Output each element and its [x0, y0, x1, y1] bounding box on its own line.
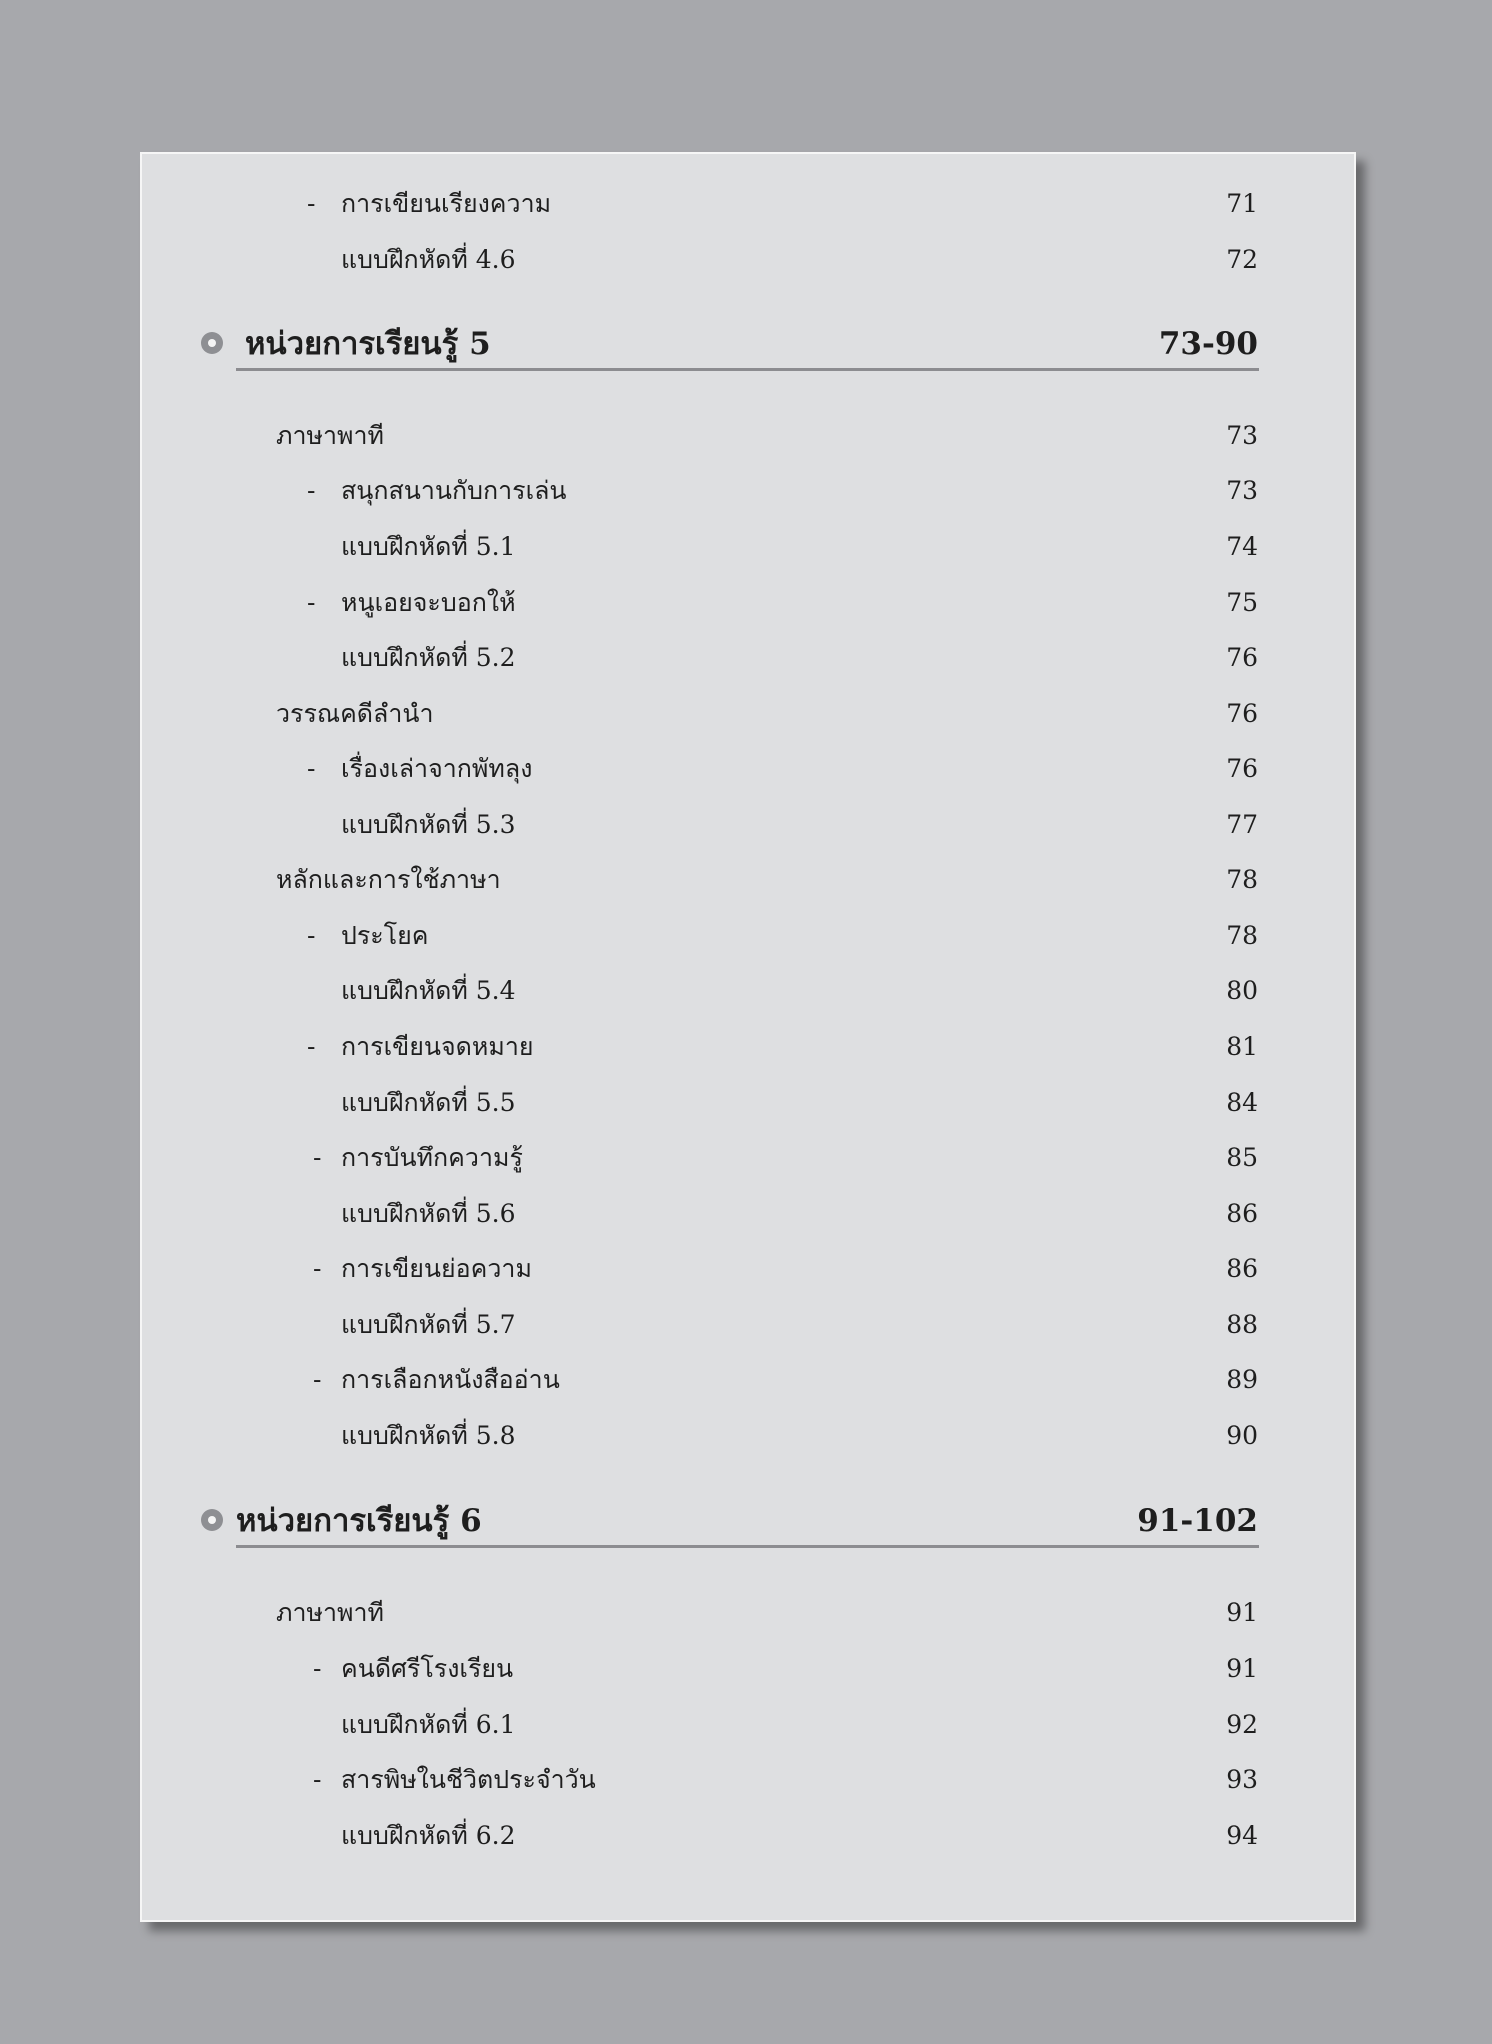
- entry-title: แบบฝึกหัดที่ 5.6: [341, 1199, 516, 1228]
- entry-page-number: 75: [1226, 588, 1258, 617]
- entry-page-number: 72: [1226, 245, 1258, 274]
- entry-page-number: 91: [1226, 1654, 1258, 1683]
- toc-entry: [142, 523, 1354, 571]
- entry-dash: -: [307, 588, 316, 617]
- entry-page-number: 76: [1226, 754, 1258, 783]
- unit-page-range: 73-90: [1158, 326, 1258, 362]
- bullet-circle-icon: [201, 332, 223, 354]
- table-of-contents: [142, 154, 1354, 1920]
- toc-entry: [142, 1812, 1354, 1860]
- entry-title: แบบฝึกหัดที่ 5.7: [341, 1310, 516, 1339]
- unit-title: หน่วยการเรียนรู้ 6: [236, 1503, 482, 1539]
- entry-page-number: 77: [1226, 810, 1258, 839]
- unit-underline: [236, 368, 1259, 371]
- bullet-circle-icon: [201, 1509, 223, 1531]
- entry-title: ภาษาพาที: [276, 1598, 385, 1627]
- toc-entry: [142, 1412, 1354, 1460]
- toc-entry: [142, 579, 1354, 627]
- toc-entry: [142, 1756, 1354, 1804]
- entry-page-number: 81: [1226, 1032, 1258, 1061]
- entry-page-number: 93: [1226, 1765, 1258, 1794]
- entry-title: การเขียนย่อความ: [341, 1254, 532, 1283]
- entry-title: ภาษาพาที: [276, 421, 385, 450]
- entry-title: แบบฝึกหัดที่ 5.8: [341, 1421, 516, 1450]
- toc-entry: [142, 1645, 1354, 1693]
- entry-title: แบบฝึกหัดที่ 5.4: [341, 976, 516, 1005]
- entry-title: แบบฝึกหัดที่ 5.1: [341, 532, 516, 561]
- toc-entry: [142, 967, 1354, 1015]
- entry-dash: -: [313, 1365, 322, 1394]
- unit-page-range: 91-102: [1137, 1503, 1258, 1539]
- entry-page-number: 92: [1226, 1710, 1258, 1739]
- toc-entry: [142, 1356, 1354, 1404]
- entry-page-number: 73: [1226, 421, 1258, 450]
- entry-page-number: 74: [1226, 532, 1258, 561]
- toc-entry: [142, 856, 1354, 904]
- toc-entry: [142, 912, 1354, 960]
- unit-underline: [236, 1545, 1259, 1548]
- toc-entry: [142, 412, 1354, 460]
- entry-page-number: 73: [1226, 476, 1258, 505]
- entry-title: สารพิษในชีวิตประจำวัน: [341, 1765, 596, 1794]
- entry-title: แบบฝึกหัดที่ 6.2: [341, 1821, 516, 1850]
- entry-page-number: 78: [1226, 865, 1258, 894]
- unit-title: หน่วยการเรียนรู้ 5: [245, 326, 491, 362]
- toc-entry: [142, 1134, 1354, 1182]
- unit-heading-6: [142, 1491, 1354, 1551]
- entry-dash: -: [307, 476, 316, 505]
- entry-title: การเขียนจดหมาย: [341, 1032, 534, 1061]
- entry-title: สนุกสนานกับการเล่น: [341, 476, 567, 505]
- entry-title: ประโยค: [341, 921, 429, 950]
- toc-entry: [142, 1245, 1354, 1293]
- toc-entry: [142, 1589, 1354, 1637]
- entry-dash: -: [307, 921, 316, 950]
- toc-entry: [142, 1023, 1354, 1071]
- toc-entry: [142, 634, 1354, 682]
- entry-title: แบบฝึกหัดที่ 5.5: [341, 1088, 516, 1117]
- entry-page-number: 86: [1226, 1199, 1258, 1228]
- toc-entry: [142, 1190, 1354, 1238]
- entry-page-number: 94: [1226, 1821, 1258, 1850]
- entry-title: เรื่องเล่าจากพัทลุง: [341, 754, 533, 783]
- toc-entry: [142, 1301, 1354, 1349]
- entry-title: หลักและการใช้ภาษา: [276, 865, 501, 894]
- entry-page-number: 85: [1226, 1143, 1258, 1172]
- entry-title: คนดีศรีโรงเรียน: [341, 1654, 514, 1683]
- entry-title: การบันทึกความรู้: [341, 1143, 523, 1172]
- entry-page-number: 71: [1226, 189, 1258, 218]
- entry-dash: -: [313, 1143, 322, 1172]
- entry-title: แบบฝึกหัดที่ 5.2: [341, 643, 516, 672]
- toc-entry: [142, 236, 1354, 284]
- entry-page-number: 76: [1226, 643, 1258, 672]
- entry-title: แบบฝึกหัดที่ 4.6: [341, 245, 516, 274]
- entry-page-number: 80: [1226, 976, 1258, 1005]
- entry-page-number: 86: [1226, 1254, 1258, 1283]
- entry-page-number: 78: [1226, 921, 1258, 950]
- entry-dash: -: [313, 1254, 322, 1283]
- toc-entry: [142, 1701, 1354, 1749]
- toc-entry: [142, 690, 1354, 738]
- entry-title: วรรณคดีลำนำ: [276, 699, 434, 728]
- entry-page-number: 89: [1226, 1365, 1258, 1394]
- entry-page-number: 90: [1226, 1421, 1258, 1450]
- toc-entry: [142, 1079, 1354, 1127]
- document-page: [140, 152, 1356, 1922]
- toc-entry: [142, 467, 1354, 515]
- toc-entry: [142, 180, 1354, 228]
- entry-dash: -: [313, 1765, 322, 1794]
- entry-page-number: 91: [1226, 1598, 1258, 1627]
- entry-dash: -: [307, 1032, 316, 1061]
- entry-page-number: 76: [1226, 699, 1258, 728]
- entry-title: แบบฝึกหัดที่ 6.1: [341, 1710, 516, 1739]
- entry-page-number: 84: [1226, 1088, 1258, 1117]
- entry-title: หนูเอยจะบอกให้: [341, 588, 516, 617]
- entry-title: การเขียนเรียงความ: [341, 189, 552, 218]
- entry-dash: -: [313, 1654, 322, 1683]
- toc-entry: [142, 801, 1354, 849]
- toc-entry: [142, 745, 1354, 793]
- entry-dash: -: [307, 189, 316, 218]
- entry-dash: -: [307, 754, 316, 783]
- unit-heading-5: [142, 314, 1354, 374]
- entry-title: การเลือกหนังสืออ่าน: [341, 1365, 560, 1394]
- entry-title: แบบฝึกหัดที่ 5.3: [341, 810, 516, 839]
- entry-page-number: 88: [1226, 1310, 1258, 1339]
